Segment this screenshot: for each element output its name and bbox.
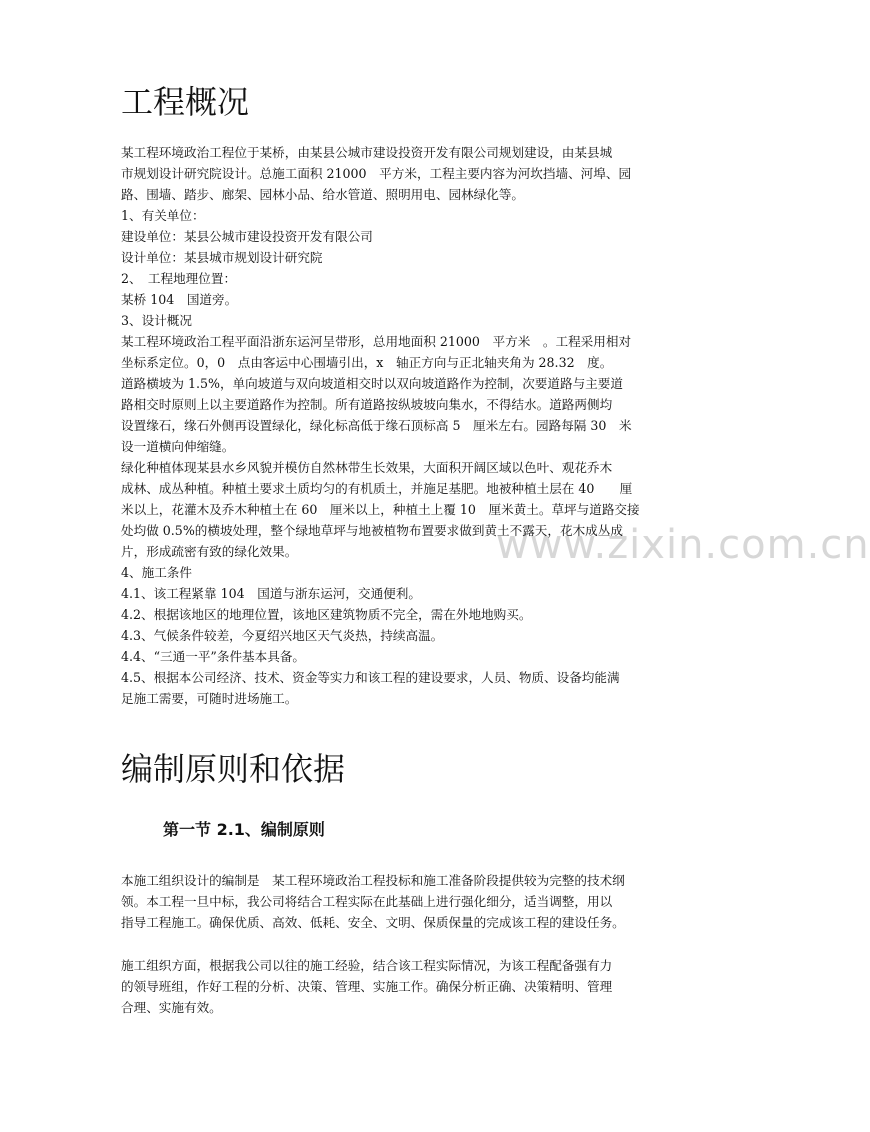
- section-title-project-overview: 工程概况: [121, 83, 250, 121]
- text-line: 领。本工程一旦中标，我公司将结合工程实际在此基础上进行强化细分，适当调整，用以: [121, 894, 613, 909]
- text-line: 米以上，花灌木及乔木种植土在 60 厘米以上，种植土上覆 10 厘米黄土。草坪与道路交接: [121, 502, 640, 517]
- text-line: 坐标系定位。0，0 点由客运中心围墙引出，x 轴正方向与正北轴夹角为 28.32 度。: [121, 355, 613, 370]
- text-line: 足施工需要，可随时进场施工。: [121, 691, 298, 706]
- text-line: 的领导班组，作好工程的分析、决策、管理、实施工作。确保分析正确、决策精明、管理: [121, 979, 613, 994]
- project-overview-body: [121, 142, 691, 709]
- text-line: 4.2、根据该地区的地理位置，该地区建筑物质不完全，需在外地地购买。: [121, 607, 532, 622]
- text-line: 4.5、根据本公司经济、技术、资金等实力和该工程的建设要求，人员、物质、设备均能满: [121, 670, 620, 685]
- text-line: 施工组织方面，根据我公司以往的施工经验，结合该工程实际情况，为该工程配备强有力: [121, 958, 613, 973]
- text-line: 4.4、“三通一平”条件基本具备。: [121, 649, 306, 664]
- text-line: 道路横坡为 1.5%，单向坡道与双向坡道相交时以双向坡道路作为控制，次要道路与主要道: [121, 376, 623, 391]
- text-line: 成林、成丛种植。种植土要求土质均匀的有机质土，并施足基肥。地被种植土层在 40 厘: [121, 481, 633, 496]
- section-title-principles: 编制原则和依据: [121, 750, 346, 788]
- text-line: 4.3、气候条件较差，今夏绍兴地区天气炎热，持续高温。: [121, 628, 444, 643]
- text-line: 路、围墙、踏步、廊架、园林小品、给水管道、照明用电、园林绿化等。: [121, 187, 524, 202]
- principles-paragraph-2: [121, 955, 691, 1018]
- text-line: 4.1、该工程紧靠 104 国道与浙东运河，交通便利。: [121, 586, 421, 601]
- text-line: 3、设计概况: [121, 313, 192, 328]
- text-line: 绿化种植体现某县水乡风貌并模仿自然林带生长效果，大面积开阔区域以色叶、观花乔木: [121, 460, 613, 475]
- text-line: 市规划设计研究院设计。总施工面积 21000 平方米，工程主要内容为河坎挡墙、河埠、园: [121, 166, 632, 181]
- text-line: 建设单位：某县公城市建设投资开发有限公司: [121, 229, 373, 244]
- subsection-title-principles: 第一节 2.1、编制原则: [163, 820, 325, 839]
- text-line: 本施工组织设计的编制是 某工程环境政治工程投标和施工准备阶段提供较为完整的技术纲: [121, 873, 625, 888]
- text-line: 合理、实施有效。: [121, 1000, 222, 1015]
- text-line: 4、施工条件: [121, 565, 192, 580]
- text-line: 某工程环境政治工程平面沿浙东运河呈带形，总用地面积 21000 平方米 。工程采用相对: [121, 334, 632, 349]
- text-line: 设一道横向伸缩缝。: [121, 439, 235, 454]
- text-line: 设置缘石，缘石外侧再设置绿化，绿化标高低于缘石顶标高 5 厘米左右。园路每隔 30 米: [121, 418, 632, 433]
- text-line: 某工程环境政治工程位于某桥，由某县公城市建设投资开发有限公司规划建设，由某县城: [121, 145, 613, 160]
- watermark-text: www.zixin.com.cn: [496, 522, 870, 568]
- text-line: 设计单位：某县城市规划设计研究院: [121, 250, 323, 265]
- text-line: 1、有关单位：: [121, 208, 205, 223]
- text-line: 某桥 104 国道旁。: [121, 292, 238, 307]
- text-line: 2、 工程地理位置：: [121, 271, 237, 286]
- text-line: 片，形成疏密有致的绿化效果。: [121, 544, 298, 559]
- text-line: 处均做 0.5%的横坡处理，整个绿地草坪与地被植物布置要求做到黄土不露天，花木成丛成: [121, 523, 623, 538]
- text-line: 路相交时原则上以主要道路作为控制。所有道路按纵坡坡向集水，不得结水。道路两侧均: [121, 397, 613, 412]
- text-line: 指导工程施工。确保优质、高效、低耗、安全、文明、保质保量的完成该工程的建设任务。: [121, 915, 625, 930]
- principles-paragraph-1: [121, 870, 691, 933]
